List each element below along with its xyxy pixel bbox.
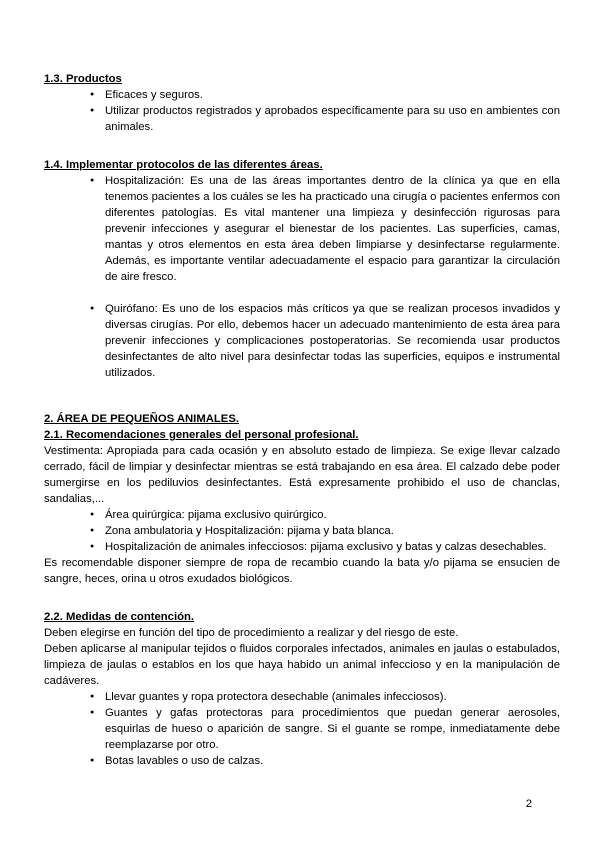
- section-2-heading: 2. ÁREA DE PEQUEÑOS ANIMALES.: [44, 413, 240, 425]
- page-content: [44, 71, 560, 769]
- section-2-2-paragraph-1: Deben elegirse en función del tipo de procedimiento a realizar y del riesgo de este.: [44, 627, 459, 639]
- section-2-1-heading: 2.1. Recomendaciones generales del personal profesional.: [44, 429, 359, 441]
- section-1-4-list: [44, 173, 560, 381]
- list-item: ● Botas lavables o uso de calzas.: [105, 753, 560, 769]
- list-item: ● Quirófano: Es uno de los espacios más críticos ya que se realizan procesos invadidos y diversas cirugías. Por ello, debemos hacer un adecuado mantenimiento de esta área para prevenir infecciones y complicaciones postoperatorias. Se recomienda usar productos desinfectantes de alto nivel para desinfectar todas las superficies, equipos e instrumental utilizados.: [105, 301, 560, 381]
- section-2-2-heading: 2.2. Medidas de contención.: [44, 611, 195, 623]
- list-item: ● Llevar guantes y ropa protectora desechable (animales infecciosos).: [105, 689, 560, 705]
- section-2-1-outro: Es recomendable disponer siempre de ropa de recambio cuando la bata y/o pijama se ensucien de sangre, heces, orina u otros exudados biológicos.: [44, 557, 560, 585]
- list-item: ● Hospitalización de animales infecciosos: pijama exclusivo y batas y calzas desechables.: [105, 539, 560, 555]
- list-item: ● Guantes y gafas protectoras para procedimientos que puedan generar aerosoles, esquirlas de hueso o aparición de sangre. Si el guante se rompe, inmediatamente debe reemplazarse por otro.: [105, 705, 560, 753]
- list-item: ● Área quirúrgica: pijama exclusivo quirúrgico.: [105, 507, 560, 523]
- section-1-3-list: [44, 87, 560, 135]
- list-item: ● Utilizar productos registrados y aprobados específicamente para su uso en ambientes con animales.: [105, 103, 560, 135]
- list-item: ● Hospitalización: Es una de las áreas importantes dentro de la clínica ya que en ella tenemos pacientes a los cuáles se les ha practicado una cirugía o pacientes enfermos con diferentes patologías. Es vital mantener una limpieza y desinfección rigurosas para prevenir infecciones y asegurar el bienestar de los pacientes. Las superficies, camas, mantas y otros elementos en esta área deben limpiarse y desinfectarse regularmente. Además, es importante ventilar adecuadamente el espacio para garantizar la circulación de aire fresco.: [105, 173, 560, 285]
- list-item: ● Zona ambulatoria y Hospitalización: pijama y bata blanca.: [105, 523, 560, 539]
- section-2-1-list: [44, 507, 560, 555]
- page-number: 2: [525, 798, 532, 810]
- section-2-2-list: [44, 689, 560, 769]
- section-2-2-paragraph-2: Deben aplicarse al manipular tejidos o fluidos corporales infectados, animales en jaulas o estabulados, limpieza de jaulas o establos en los que haya habido un animal infeccioso y en la manipulación de cadáveres.: [44, 643, 560, 687]
- section-1-3-heading: 1.3. Productos: [44, 73, 122, 85]
- section-1-4-heading: 1.4. Implementar protocolos de las diferentes áreas.: [44, 159, 323, 171]
- section-2-1-intro: Vestimenta: Apropiada para cada ocasión y en absoluto estado de limpieza. Se exige llevar calzado cerrado, fácil de limpiar y desinfectar mientras se está trabajando en esa área. El calzado debe poder sumergirse en los pediluvios desinfectantes. Está expresamente prohibido el uso de chanclas, sandalias,...: [44, 445, 560, 505]
- list-item: ● Eficaces y seguros.: [105, 87, 560, 103]
